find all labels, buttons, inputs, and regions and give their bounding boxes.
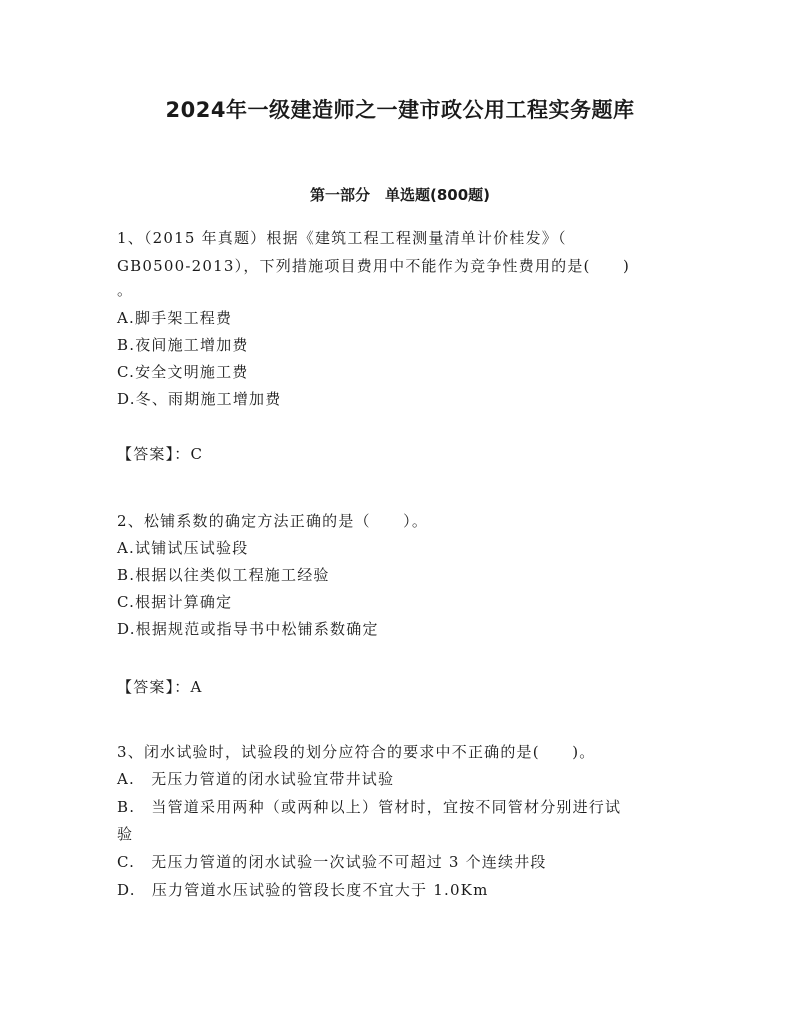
question-3-option-c: C. 无压力管道的闭水试验一次试验不可超过 3 个连续井段 xyxy=(117,853,547,871)
question-1-option-a: A.脚手架工程费 xyxy=(117,309,233,327)
question-2-answer: 【答案】：A xyxy=(117,678,203,696)
question-2-option-c: C.根据计算确定 xyxy=(117,593,233,611)
question-1-option-b: B.夜间施工增加费 xyxy=(117,336,249,354)
question-2-option-a: A.试铺试压试验段 xyxy=(117,539,249,557)
question-3-option-b-line-2: 验 xyxy=(117,825,134,843)
question-2-option-d: D.根据规范或指导书中松铺系数确定 xyxy=(117,620,379,638)
question-1-stem-line-3: 。 xyxy=(117,281,134,299)
question-2-stem: 2、松铺系数的确定方法正确的是（ ）。 xyxy=(117,512,429,530)
question-1-answer: 【答案】：C xyxy=(117,445,204,463)
question-3-stem: 3、闭水试验时，试验段的划分应符合的要求中不正确的是( )。 xyxy=(117,743,596,761)
question-2-option-b: B.根据以往类似工程施工经验 xyxy=(117,566,330,584)
question-3-option-d: D. 压力管道水压试验的管段长度不宜大于 1.0Km xyxy=(117,881,489,899)
question-3-option-b-line-1: B. 当管道采用两种（或两种以上）管材时，宜按不同管材分别进行试 xyxy=(117,798,622,816)
question-1-stem-line-2: GB0500-2013），下列措施项目费用中不能作为竞争性费用的是( ) xyxy=(117,257,631,275)
question-1-option-d: D.冬、雨期施工增加费 xyxy=(117,390,282,408)
question-1-stem-line-1: 1、（2015 年真题）根据《建筑工程工程测量清单计价桂发》（ xyxy=(117,229,567,247)
document-title: 2024年一级建造师之一建市政公用工程实务题库 xyxy=(165,98,635,122)
question-3-option-a: A. 无压力管道的闭水试验宜带井试验 xyxy=(117,770,395,788)
section-heading: 第一部分 单选题(800题) xyxy=(309,186,491,204)
question-1-option-c: C.安全文明施工费 xyxy=(117,363,249,381)
